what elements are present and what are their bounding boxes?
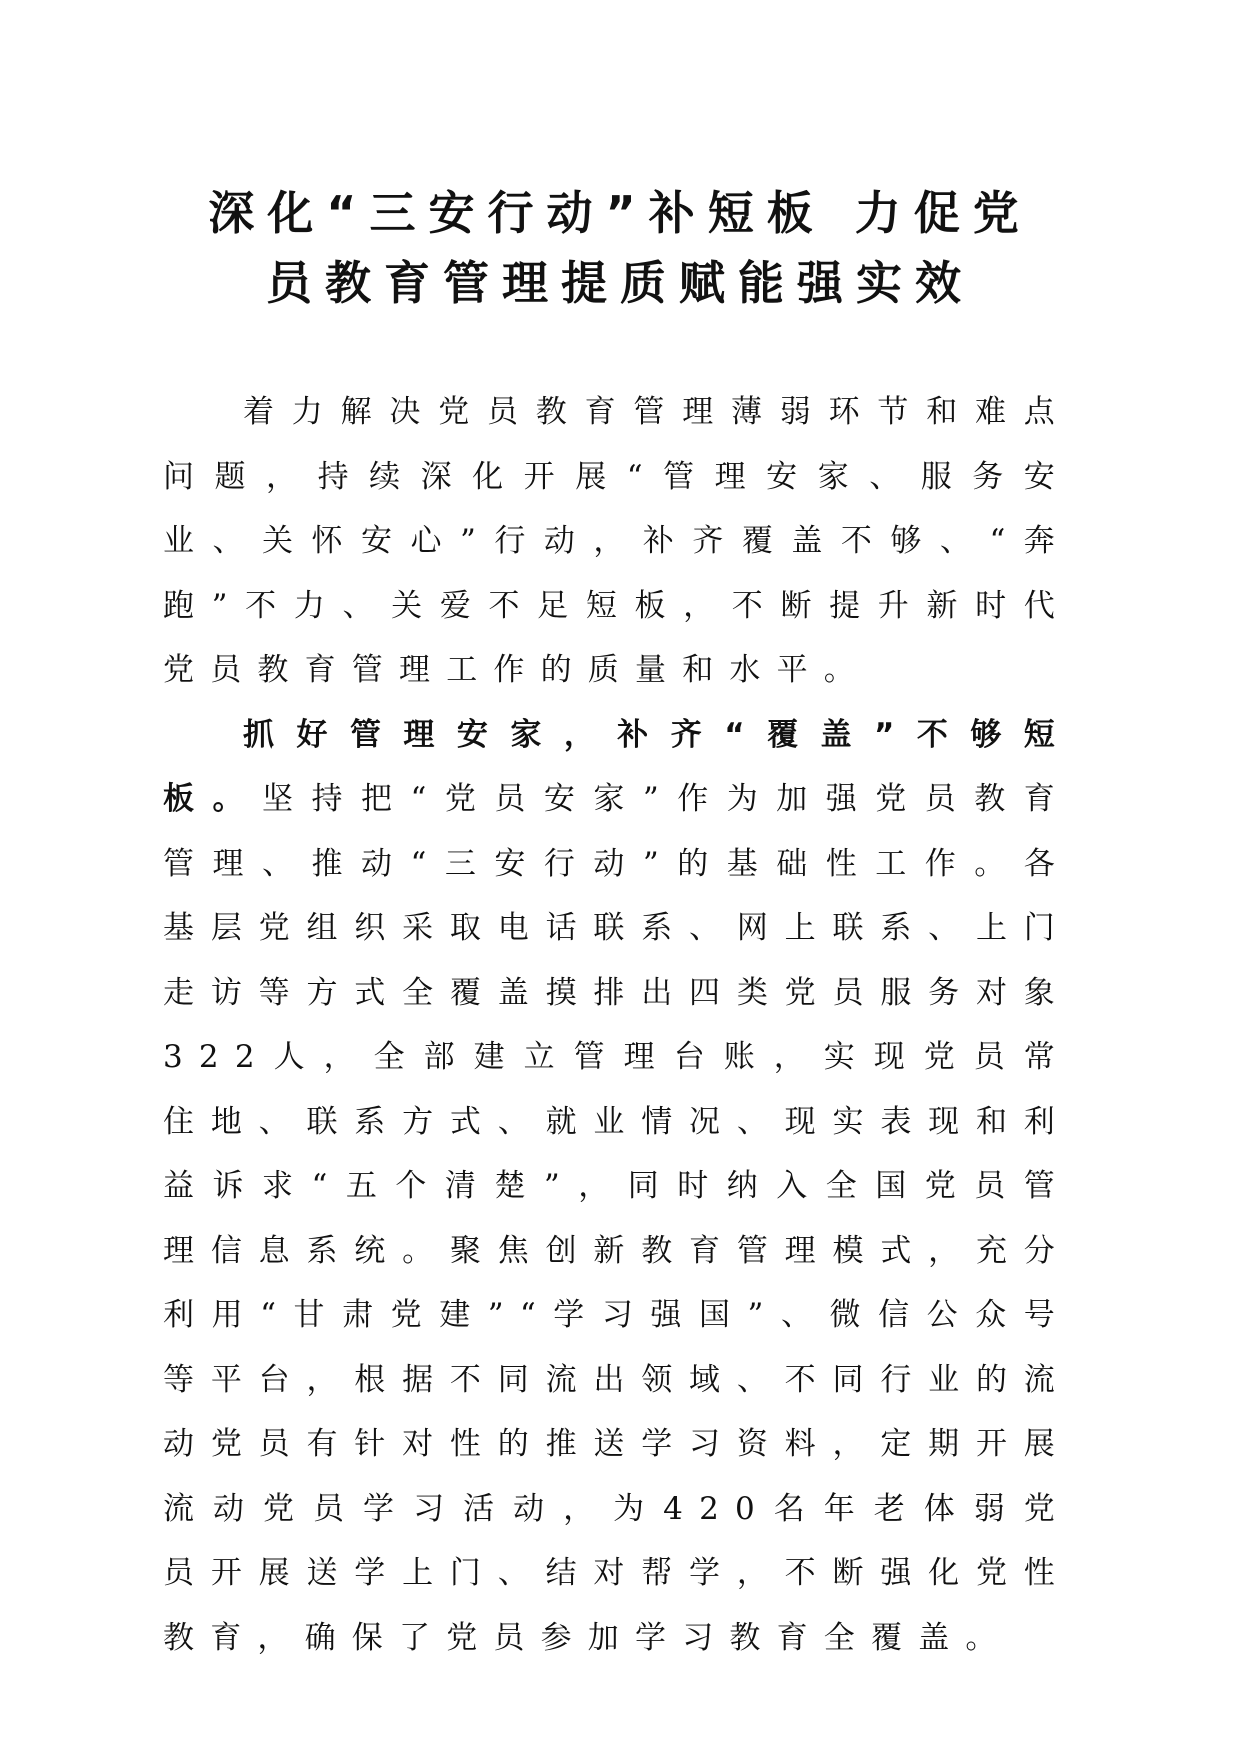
paragraph-intro: 着力解决党员教育管理薄弱环节和难点问题，持续深化开展“管理安家、服务安业、关怀安心”行动，补齐覆盖不够、“奔跑”不力、关爱不足短板，不断提升新时代党员教育管理工作的质量和水平。 [163, 394, 1071, 688]
title-line-2: 员教育管理提质赋能强实效 [266, 256, 974, 310]
document-body [163, 380, 1071, 1670]
section-heading: 抓好管理安家，补齐“覆盖”不够短板。 [163, 716, 1071, 817]
title-line-1: 深化“三安行动”补短板 力促党 [208, 186, 1032, 240]
section-body: 坚持把“党员安家”作为加强党员教育管理、推动“三安行动”的基础性工作。各基层党组织采取电话联系、网上联系、上门走访等方式全覆盖摸排出四类党员服务对象322人，全部建立管理台账，实现党员常住地、联系方式、就业情况、现实表现和利益诉求“五个清楚”，同时纳入全国党员管理信息系统。聚焦创新教育管理模式，充分利用“甘肃党建”“学习强国”、微信公众号等平台，根据不同流出领域、不同行业的流动党员有针对性的推送学习资料，定期开展流动党员学习活动，为420名年老体弱党员开展送学上门、结对帮学，不断强化党性教育，确保了党员参加学习教育全覆盖。 [163, 781, 1071, 1656]
paragraph-section-1 [163, 703, 1071, 1671]
document-title [150, 178, 1090, 318]
